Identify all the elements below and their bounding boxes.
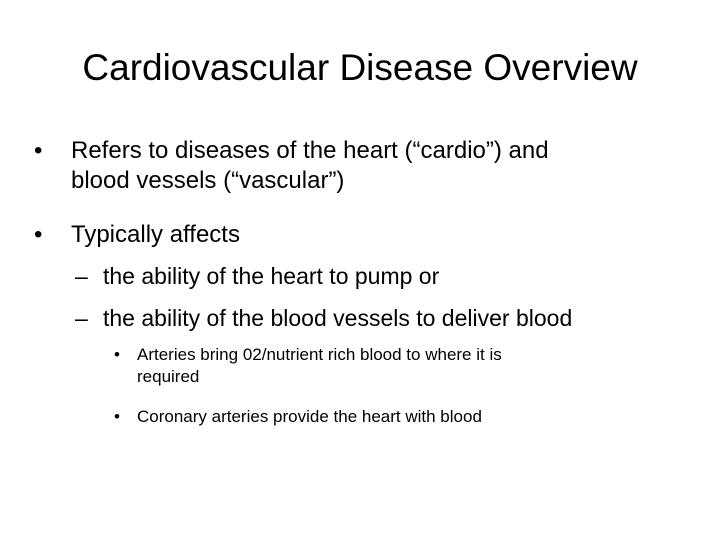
sub-sub-bullet-item (114, 406, 482, 428)
bullet-text (71, 136, 549, 196)
sub-sub-bullet-text (137, 406, 482, 428)
sub-sub-bullet-marker: • (114, 345, 120, 364)
sub-bullet-text: the ability of the heart to pump or (103, 263, 440, 289)
sub-sub-bullet-item (114, 344, 502, 388)
sub-sub-bullet-line: required (137, 367, 200, 386)
bullet-line: Typically affects (71, 221, 240, 248)
sub-sub-bullet-line: Coronary arteries provide the heart with blood (137, 407, 482, 426)
bullet-marker: • (34, 137, 43, 164)
sub-bullet-marker: – (75, 305, 88, 331)
sub-bullet-item (75, 262, 439, 290)
bullet-item (34, 220, 240, 250)
sub-bullet-text: the ability of the blood vessels to deliver blood (103, 305, 573, 331)
bullet-line: Refers to diseases of the heart (“cardio”) and (71, 137, 549, 164)
slide-title: Cardiovascular Disease Overview (82, 47, 638, 88)
sub-bullet-item (75, 304, 572, 332)
bullet-text (71, 220, 240, 250)
sub-sub-bullet-line: Arteries bring 02/nutrient rich blood to where it is (137, 345, 502, 364)
sub-sub-bullet-marker: • (114, 407, 120, 426)
bullet-item (34, 136, 549, 196)
bullet-marker: • (34, 221, 43, 248)
sub-sub-bullet-text (137, 344, 502, 388)
bullet-line: blood vessels (“vascular”) (71, 167, 345, 194)
sub-bullet-marker: – (75, 263, 88, 289)
